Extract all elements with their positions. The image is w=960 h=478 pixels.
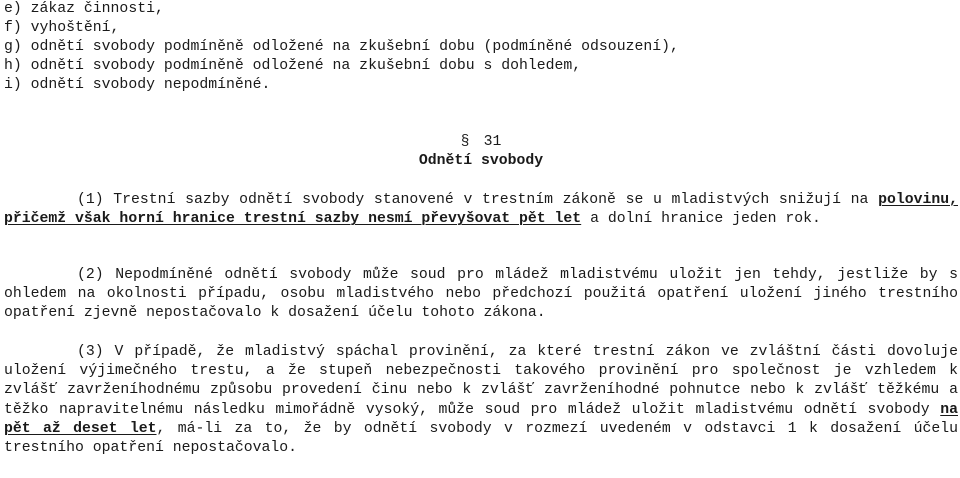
paragraph-3-tail: , má-li za to, že by odnětí svobody v rozmezí uvedeném v odstavci 1 k dosažení účelu trestního opatření nepostačovalo. xyxy=(4,420,958,457)
document-page xyxy=(4,0,958,457)
section-sign-icon: § xyxy=(460,134,470,150)
list-item-h: h) odnětí svobody podmíněně odložené na zkušební dobu s dohledem, xyxy=(4,58,582,74)
paragraph-3 xyxy=(4,343,958,458)
section-number-value: 31 xyxy=(483,134,502,150)
paragraph-2-text: (2) Nepodmíněné odnětí svobody může soud pro mládež mladistvému uložit jen tehdy, jestliže by s ohledem na okolnosti případu, osobu mladistvého nebo předchozí použitá opatření uložení jiného trestního opatření zjevně nepostačovalo k dosažení účelu tohoto zákona. xyxy=(4,267,958,322)
list-item-g: g) odnětí svobody podmíněně odložené na zkušební dobu (podmíněné odsouzení), xyxy=(4,39,679,55)
paragraph-1-emphasis: polovinu, přičemž však horní hranice trestní sazby nesmí převyšovat pět let xyxy=(4,192,958,228)
penalty-list xyxy=(4,0,958,95)
paragraph-1 xyxy=(4,191,958,229)
list-item-e: e) zákaz činnosti, xyxy=(4,1,164,17)
paragraph-3-text: (3) V případě, že mladistvý spáchal provinění, za které trestní zákon ve zvláštní části dovoluje uložení výjimečného trestu, a že stupeň nebezpečnosti takového provinění pro společnost je vzhledem k zvlášť zavrženíhodnému způsobu provedení činu nebo k zvlášť zavrženíhodné pohnutce nebo k zvlášť těžkému a těžko napravitelnému následku mimořádně vysoký, může soud pro mládež uložit mladistvému odnětí svobody xyxy=(4,344,958,418)
list-item-i: i) odnětí svobody nepodmíněné. xyxy=(4,77,271,93)
section-number xyxy=(4,133,958,152)
paragraph-2 xyxy=(4,266,958,324)
list-item-f: f) vyhoštění, xyxy=(4,20,120,36)
paragraph-1-text: (1) Trestní sazby odnětí svobody stanovené v trestním zákoně se u mladistvých snižují na xyxy=(77,192,879,208)
section-title: Odnětí svobody xyxy=(418,153,544,169)
paragraph-3-emphasis: na pět až deset let xyxy=(4,401,958,437)
paragraph-1-tail: a dolní hranice jeden rok. xyxy=(581,211,821,228)
